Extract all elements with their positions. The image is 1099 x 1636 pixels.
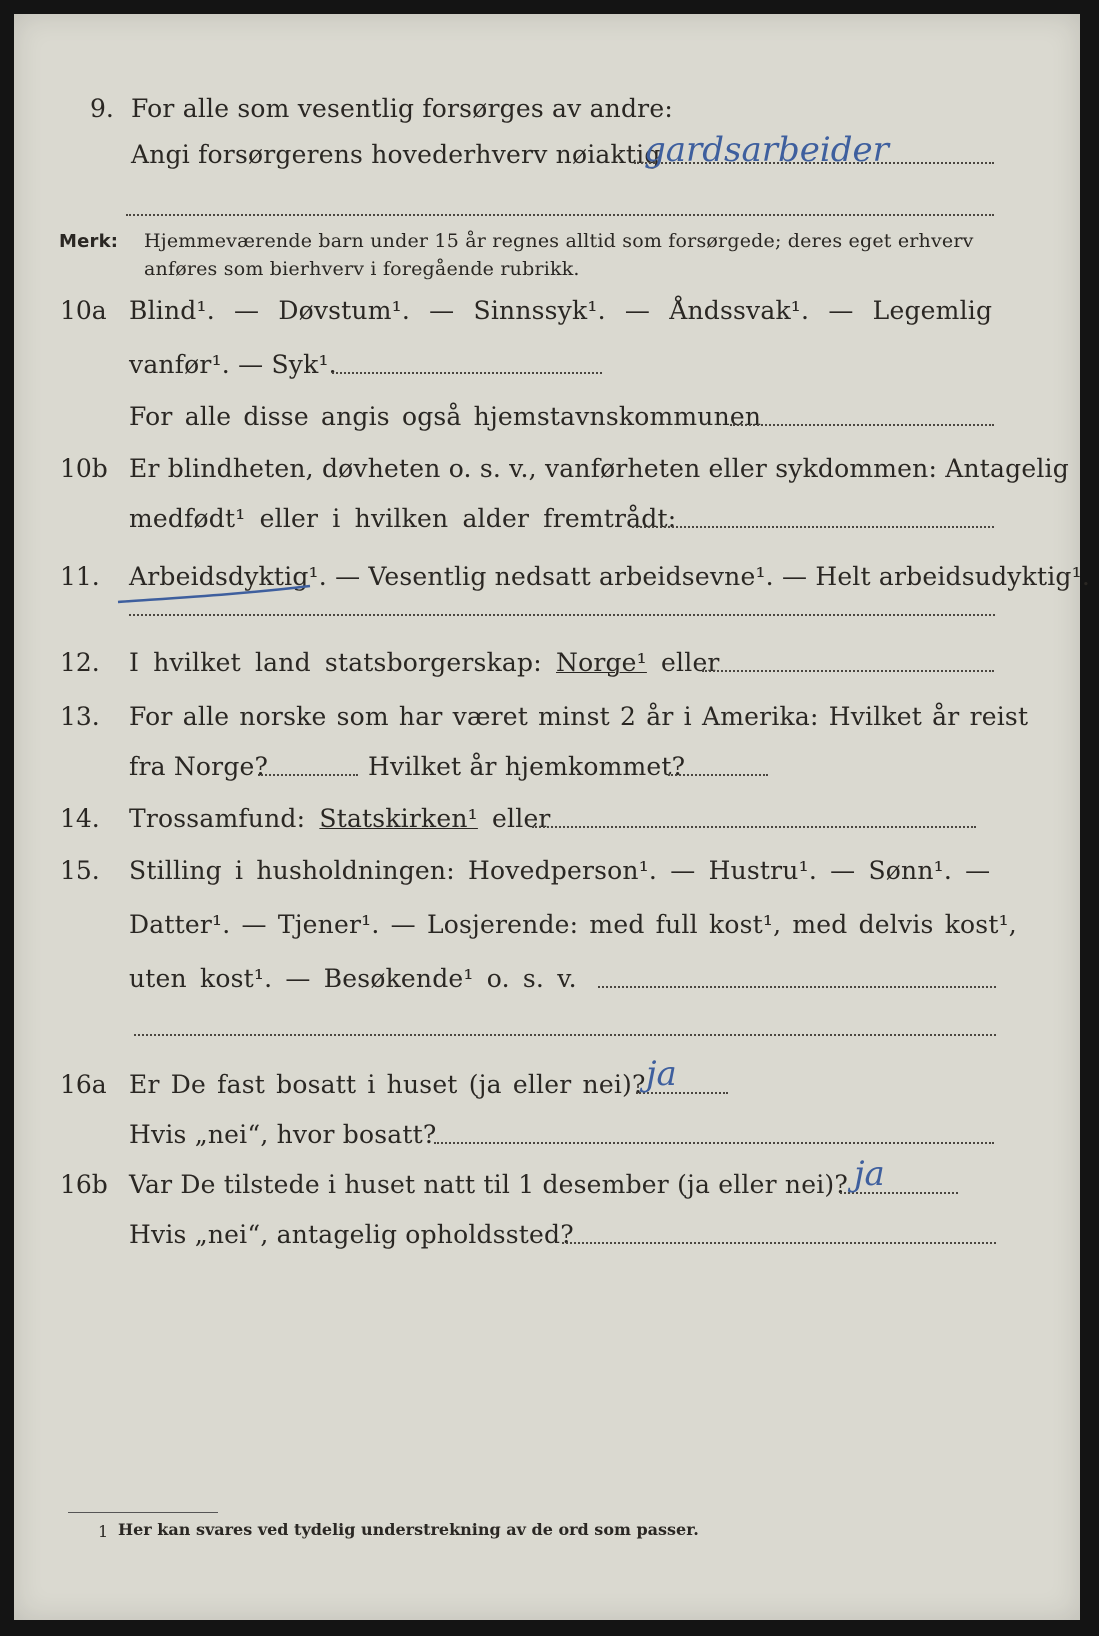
q14-statskirken-underlined: Statskirken¹	[319, 804, 478, 833]
q16b-number: 16b	[60, 1170, 108, 1199]
footnote-text: Her kan svares ved tydelig understrekning av de ord som passer.	[118, 1520, 699, 1539]
q12-answer-line	[702, 670, 994, 672]
q16b-opholdssted-line	[562, 1242, 996, 1244]
q12-number: 12.	[60, 648, 100, 677]
q14-text: Trossamfund:	[129, 804, 320, 833]
q13-reist-line	[258, 774, 358, 776]
q13-hjemkommet-line	[668, 774, 768, 776]
q16a-bosatt-line	[434, 1142, 994, 1144]
q14-answer-line	[532, 826, 976, 828]
q12-text: I hvilket land statsborgerskap:	[129, 648, 556, 677]
merk-line1: Hjemmeværende barn under 15 år regnes alltid som forsørgede; deres eget erhverv	[144, 230, 974, 252]
q10a-number: 10a	[60, 296, 107, 325]
q11-handwritten-underline	[114, 584, 314, 608]
q10a-line2: vanfør¹. — Syk¹.	[129, 350, 337, 379]
q9-handwritten-answer: gardsarbeider	[644, 130, 889, 170]
q14-number: 14.	[60, 804, 100, 833]
q9-line1: For alle som vesentlig forsørges av andre:	[131, 94, 673, 123]
q13-line2b: Hvilket år hjemkommet?	[368, 752, 686, 781]
q10b-line1: Er blindheten, døvheten o. s. v., vanførheten eller sykdommen: Antagelig	[129, 454, 1069, 483]
q9-line2: Angi forsørgerens hovederhverv nøiaktig	[131, 140, 661, 169]
q12-line1	[129, 648, 720, 678]
q10b-line2: medfødt¹ eller i hvilken alder fremtrådt:	[129, 504, 677, 533]
q16a-line1: Er De fast bosatt i huset (ja eller nei)?	[129, 1070, 646, 1099]
q15-extra-line	[134, 1034, 996, 1036]
q15-answer-line	[598, 986, 996, 988]
q10a-line3: For alle disse angis også hjemstavnskommunen	[129, 402, 762, 431]
q15-line2: Datter¹. — Tjener¹. — Losjerende: med full kost¹, med delvis kost¹,	[129, 910, 1017, 939]
q9-number: 9.	[90, 94, 114, 123]
q13-number: 13.	[60, 702, 100, 731]
q16b-line1: Var De tilstede i huset natt til 1 desember (ja eller nei)?	[129, 1170, 848, 1199]
q16a-number: 16a	[60, 1070, 107, 1099]
footnote-rule	[68, 1512, 218, 1513]
q16a-line2: Hvis „nei“, hvor bosatt?	[129, 1120, 437, 1149]
q16a-handwritten-answer: ja	[646, 1054, 677, 1094]
q14-line1	[129, 804, 551, 834]
q9-extra-line	[126, 214, 994, 216]
q13-line2a: fra Norge?	[129, 752, 269, 781]
q10a-kommune-line	[730, 424, 994, 426]
q11-extra-line	[129, 614, 995, 616]
merk-line2: anføres som bierhverv i foregående rubrikk.	[144, 258, 580, 280]
footnote-marker: 1	[98, 1522, 109, 1541]
q12-eller: eller	[646, 648, 720, 677]
q12-norge-underlined: Norge¹	[556, 648, 647, 677]
q13-line1: For alle norske som har været minst 2 år i Amerika: Hvilket år reist	[129, 702, 1029, 731]
q11-number: 11.	[60, 562, 100, 591]
q16b-handwritten-answer: ja	[854, 1154, 885, 1194]
census-form-page	[14, 14, 1090, 1620]
q16b-line2: Hvis „nei“, antagelig opholdssted?	[129, 1220, 574, 1249]
q15-number: 15.	[60, 856, 100, 885]
q10b-number: 10b	[60, 454, 108, 483]
q10b-answer-line	[632, 526, 994, 528]
q15-line3: uten kost¹. — Besøkende¹ o. s. v.	[129, 964, 577, 993]
q15-line1: Stilling i husholdningen: Hovedperson¹. — Hustru¹. — Sønn¹. —	[129, 856, 991, 885]
merk-label: Merk:	[59, 231, 119, 252]
q14-eller: eller	[477, 804, 551, 833]
q11-line1: Arbeidsdyktig¹. — Vesentlig nedsatt arbeidsevne¹. — Helt arbeidsudyktig¹.	[129, 562, 1090, 591]
q10a-line1: Blind¹. — Døvstum¹. — Sinnssyk¹. — Åndssvak¹. — Legemlig	[129, 296, 993, 325]
q10a-syk-line	[332, 372, 602, 374]
